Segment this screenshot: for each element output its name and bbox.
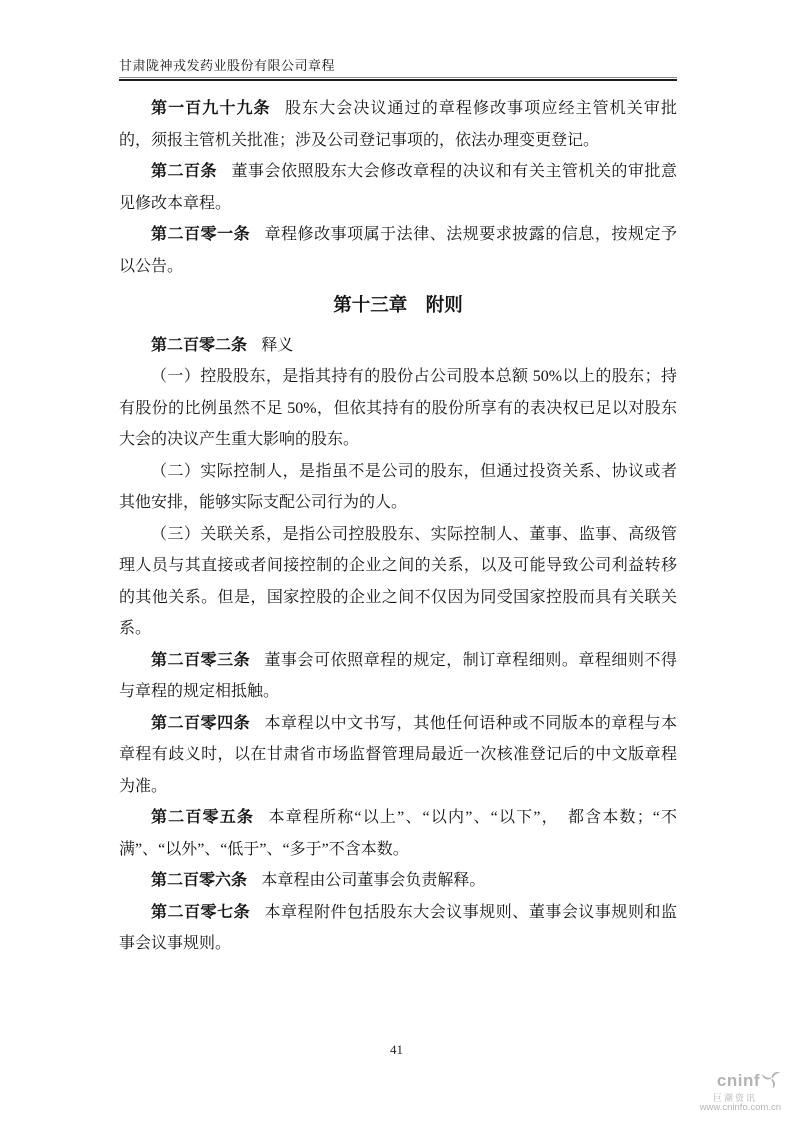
definition-item (119, 519, 677, 645)
article-number: 第二百零六条 (151, 872, 248, 889)
article-text: 章程修改事项属于法律、法规要求披露的信息，按规定予以公告。 (119, 226, 677, 275)
definition-item (119, 456, 677, 519)
cninfo-logo-row (685, 1069, 781, 1093)
article-text: 本章程以中文书写，其他任何语种或不同版本的章程与本章程有歧义时，以在甘肃省市场监督管理局最近一次核准登记后的中文版章程为准。 (119, 714, 677, 795)
page-number: 41 (390, 1042, 403, 1057)
cninfo-swirl-icon (760, 1069, 781, 1093)
article-paragraph (119, 219, 677, 282)
cninfo-logo-text: cninf (716, 1071, 760, 1091)
article-paragraph (119, 93, 677, 156)
article-number: 第二百零四条 (151, 714, 251, 732)
cninfo-chinese-name: 巨潮资讯 (712, 1092, 757, 1103)
article-paragraph (119, 865, 677, 897)
article-number: 第二百零一条 (151, 226, 251, 243)
article-paragraph (119, 156, 677, 219)
article-paragraph (119, 897, 677, 960)
page-header-title: 甘肃陇神戎发药业股份有限公司章程 (119, 58, 336, 73)
article-paragraph (119, 330, 677, 362)
article-text: （一）控股股东，是指其持有的股份占公司股本总额 50%以上的股东；持有股份的比例虽然不足 50%，但依其持有的股份所享有的表决权已足以对股东大会的决议产生重大影响的股东。 (119, 368, 677, 448)
article-number: 第二百零五条 (151, 809, 255, 826)
article-number: 第二百条 (151, 163, 218, 180)
definition-item (119, 361, 677, 456)
article-text: 董事会依照股东大会修改章程的决议和有关主管机关的审批意见修改本章程。 (119, 163, 677, 212)
page-header (119, 55, 677, 81)
article-text: 本章程所称“以上”、“以内”、“以下”， 都含本数；“不满”、“以外”、“低于”、“多于”不含本数。 (119, 809, 677, 858)
cninfo-url: www.cninfo.com.cn (699, 1102, 781, 1114)
article-number: 第二百零三条 (151, 651, 251, 669)
article-paragraph (119, 708, 677, 803)
article-number: 第一百九十九条 (151, 100, 271, 117)
article-paragraph (119, 645, 677, 708)
article-text: （二）实际控制人，是指虽不是公司的股东，但通过投资关系、协议或者其他安排，能够实际支配公司行为的人。 (119, 462, 677, 511)
article-text: 股东大会决议通过的章程修改事项应经主管机关审批的，须报主管机关批准；涉及公司登记事项的，依法办理变更登记。 (119, 100, 677, 149)
chapter-heading: 第十三章 附则 (333, 294, 463, 315)
header-rule (119, 77, 677, 81)
article-text: 释义 (261, 336, 294, 354)
article-text: 本章程附件包括股东大会议事规则、董事会议事规则和监事会议事规则。 (119, 903, 677, 952)
document-body (119, 93, 677, 960)
cninfo-watermark (685, 1069, 781, 1114)
article-number: 第二百零七条 (151, 903, 251, 921)
article-number: 第二百零二条 (151, 336, 248, 354)
article-paragraph (119, 802, 677, 865)
article-text: 董事会可依照章程的规定，制订章程细则。章程细则不得与章程的规定相抵触。 (119, 651, 677, 700)
article-text: 本章程由公司董事会负责解释。 (261, 872, 486, 889)
article-text: （三）关联关系，是指公司控股股东、实际控制人、董事、监事、高级管理人员与其直接或者间接控制的企业之间的关系，以及可能导致公司利益转移的其他关系。但是，国家控股的企业之间不仅因为同受国家控股而具有关联关系。 (119, 525, 677, 637)
